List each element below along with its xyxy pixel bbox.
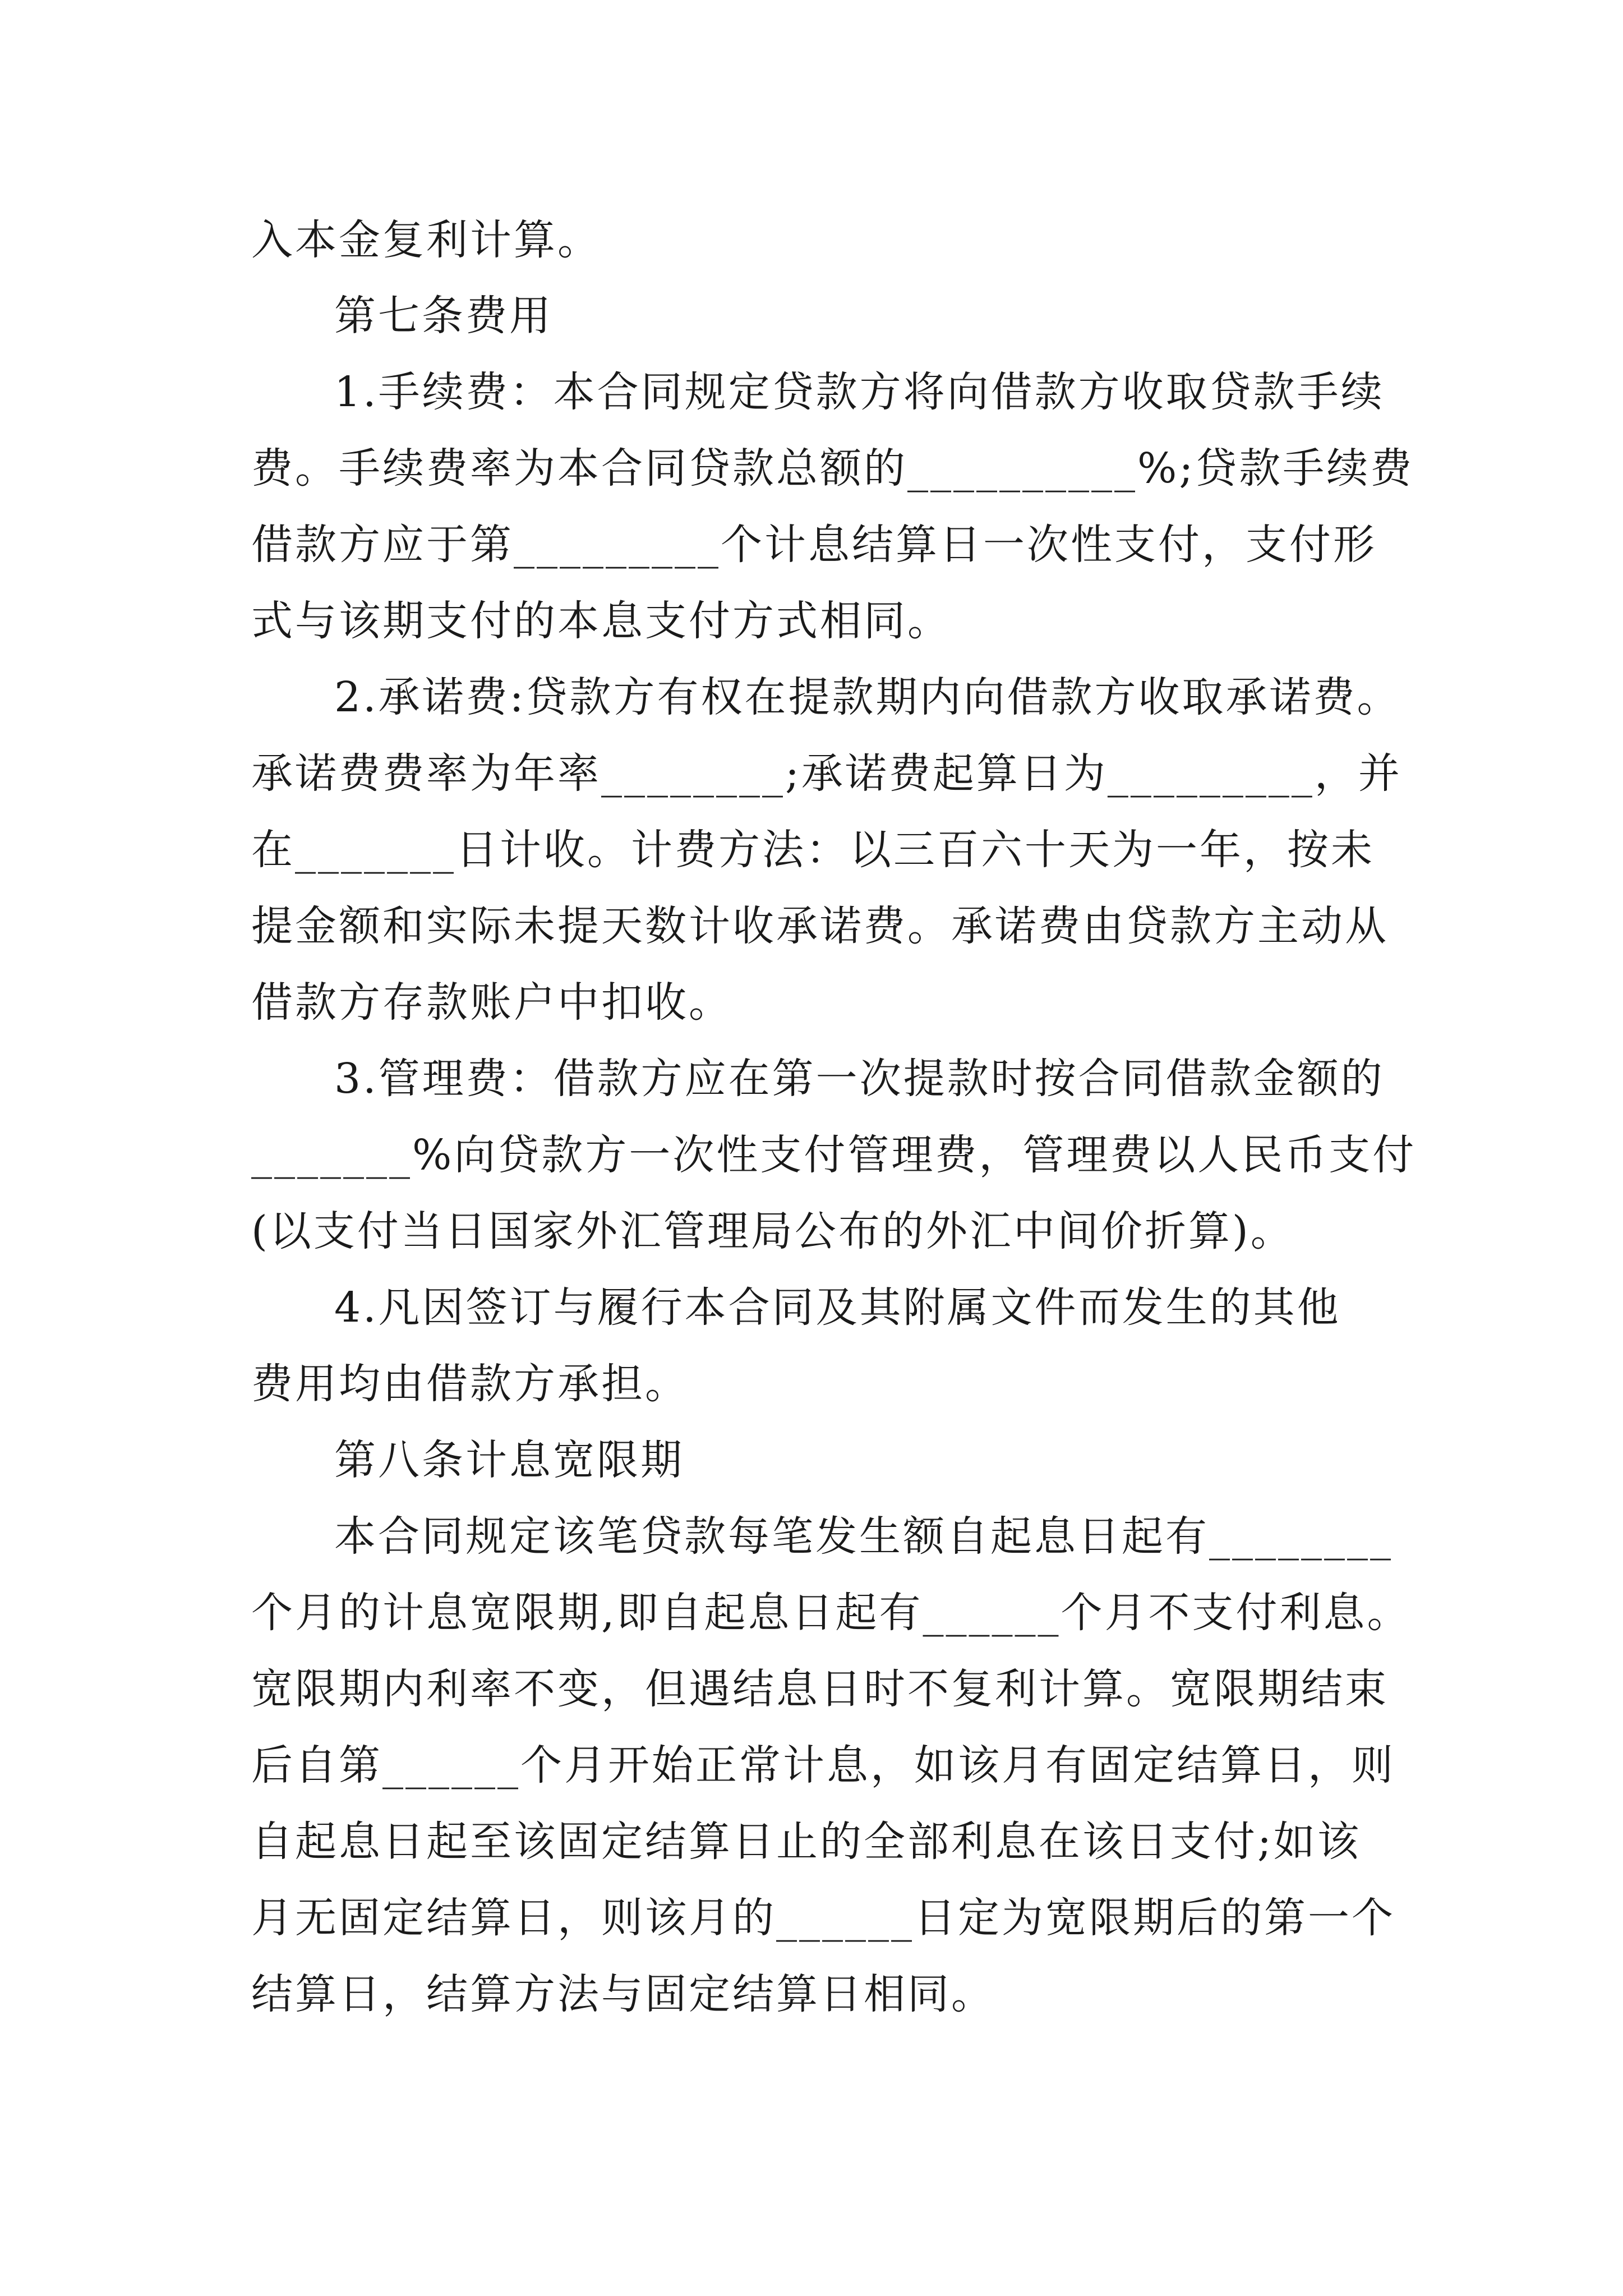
paragraph-line: 结算日，结算方法与固定结算日相同。 (251, 1970, 995, 2018)
paragraph-line: 费。手续费率为本合同贷款总额的__________%;贷款手续费 (251, 444, 1414, 493)
paragraph-line: 3.管理费：借款方应在第一次提款时按合同借款金额的 (334, 1055, 1385, 1103)
paragraph-line: 月无固定结算日，则该月的______日定为宽限期后的第一个 (251, 1894, 1395, 1942)
paragraph-line: 1.手续费：本合同规定贷款方将向借款方收取贷款手续 (334, 368, 1385, 416)
section-heading: 第七条费用 (334, 292, 553, 340)
paragraph-line: 承诺费费率为年率________;承诺费起算日为_________，并 (251, 749, 1402, 798)
paragraph-line: 本合同规定该笔贷款每笔发生额自起息日起有________ (334, 1512, 1393, 1561)
paragraph-line: 费用均由借款方承担。 (251, 1360, 689, 1408)
paragraph-line: 4.凡因签订与履行本合同及其附属文件而发生的其他 (334, 1283, 1341, 1332)
paragraph-line: 宽限期内利率不变，但遇结息日时不复利计算。宽限期结束 (251, 1665, 1389, 1713)
section-heading: 第八条计息宽限期 (334, 1436, 684, 1484)
paragraph-line: 式与该期支付的本息支付方式相同。 (251, 597, 951, 645)
paragraph-line: 入本金复利计算。 (251, 216, 601, 264)
paragraph-line: 个月的计息宽限期,即自起息日起有______个月不支付利息。 (251, 1589, 1411, 1637)
paragraph-line: 提金额和实际未提天数计收承诺费。承诺费由贷款方主动从 (251, 902, 1389, 950)
paragraph-line: 2.承诺费:贷款方有权在提款期内向借款方收取承诺费。 (334, 673, 1401, 721)
paragraph-line: _______%向贷款方一次性支付管理费，管理费以人民币支付 (251, 1131, 1417, 1179)
paragraph-line: 借款方存款账户中扣收。 (251, 978, 732, 1027)
paragraph-line: 后自第______个月开始正常计息，如该月有固定结算日，则 (251, 1741, 1395, 1789)
paragraph-line: 自起息日起至该固定结算日止的全部利息在该日支付;如该 (251, 1818, 1361, 1866)
paragraph-line: 借款方应于第_________个计息结算日一次性支付，支付形 (251, 521, 1377, 569)
paragraph-line: 在_______日计收。计费方法：以三百六十天为一年，按未 (251, 826, 1375, 874)
paragraph-line: (以支付当日国家外汇管理局公布的外汇中间价折算)。 (251, 1207, 1294, 1255)
